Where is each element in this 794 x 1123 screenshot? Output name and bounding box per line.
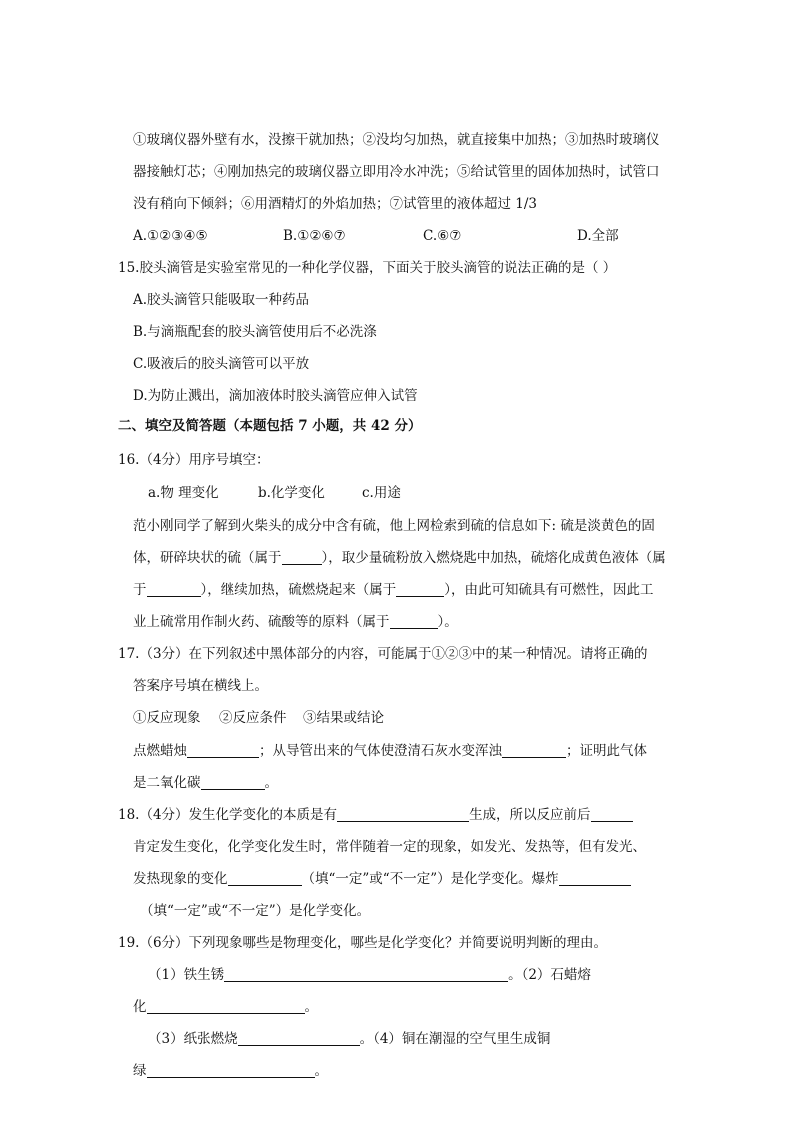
q17-text: 。 bbox=[264, 775, 278, 791]
q18-line-1 bbox=[118, 805, 633, 825]
answer-blank[interactable] bbox=[201, 774, 265, 790]
q14-option-a: A.①②③④⑤ bbox=[133, 228, 208, 244]
q18-text: （填“一定”或“不一定”）是化学变化。爆炸 bbox=[301, 871, 559, 887]
q16-text: ），继续加热，硫燃烧起来（属于 bbox=[200, 582, 397, 598]
answer-blank[interactable] bbox=[224, 966, 508, 982]
answer-blank[interactable] bbox=[282, 549, 322, 565]
q15-option-c: C.吸液后的胶头滴管可以平放 bbox=[133, 356, 310, 372]
q16-choice-c: c.用途 bbox=[362, 485, 401, 501]
q14-option-c: C.⑥⑦ bbox=[423, 228, 462, 244]
q19-text: 。（4）铜在潮湿的空气里生成铜 bbox=[359, 1031, 551, 1047]
q15-option-d: D.为防止溅出，滴加液体时胶头滴管应伸入试管 bbox=[133, 388, 418, 404]
q19-item-3 bbox=[148, 1029, 550, 1049]
q14-line-2: 器接触灯芯；④刚加热完的玻璃仪器立即用冷水冲洗；⑤给试管里的固体加热时，试管口 bbox=[133, 164, 660, 180]
answer-blank[interactable] bbox=[147, 581, 201, 597]
q19-text: 。 bbox=[304, 999, 318, 1015]
q16-stem: 16.（4分）用序号填空： bbox=[118, 452, 270, 468]
q17-stem-line-1: 17.（3分）在下列叙述中黑体部分的内容，可能属于①②③中的某一种情况。请将正确的 bbox=[118, 646, 648, 662]
q18-text: 生成，所以反应前后 bbox=[469, 807, 591, 823]
q17-para-line-2 bbox=[133, 773, 278, 793]
q17-choice-2: ②反应条件 bbox=[219, 710, 287, 726]
q19-text: 。（2）石蜡熔 bbox=[508, 967, 591, 983]
q19-item-2 bbox=[133, 997, 318, 1017]
q17-text: 点燃蜡烛 bbox=[133, 743, 187, 759]
answer-blank[interactable] bbox=[337, 806, 469, 822]
answer-blank[interactable] bbox=[390, 613, 438, 629]
q16-para-line-1: 范小刚同学了解到火柴头的成分中含有硫，他上网检索到硫的信息如下: 硫是淡黄色的固 bbox=[133, 518, 655, 534]
answer-blank[interactable] bbox=[396, 581, 444, 597]
q17-text: ；证明此气体 bbox=[566, 743, 647, 759]
q16-para-line-2 bbox=[133, 548, 666, 568]
answer-blank[interactable] bbox=[238, 1030, 360, 1046]
q19-text: （3）纸张燃烧 bbox=[148, 1031, 238, 1047]
q19-text: （1）铁生锈 bbox=[148, 967, 225, 983]
q19-item-1 bbox=[148, 965, 591, 985]
answer-blank[interactable] bbox=[502, 742, 566, 758]
q15-option-b: B.与滴瓶配套的胶头滴管使用后不必洗涤 bbox=[133, 324, 377, 340]
q19-item-4 bbox=[133, 1061, 328, 1081]
q18-text: 18.（4分）发生化学变化的本质是有 bbox=[118, 807, 338, 823]
q15-stem: 15.胶头滴管是实验室常见的一种化学仪器，下面关于胶头滴管的说法正确的是（ ） bbox=[118, 260, 617, 276]
answer-blank[interactable] bbox=[591, 806, 633, 822]
q16-text: ），由此可知硫具有可燃性，因此工 bbox=[444, 582, 654, 598]
q17-stem-line-2: 答案序号填在横线上。 bbox=[133, 678, 268, 694]
q18-line-3 bbox=[133, 869, 631, 889]
q18-text: 发热现象的变化 bbox=[133, 871, 228, 887]
answer-blank[interactable] bbox=[228, 870, 302, 886]
q16-choice-a: a.物 理变化 bbox=[148, 485, 219, 501]
q17-text: 是二氧化碳 bbox=[133, 775, 201, 791]
q17-text: ；从导管出来的气体使澄清石灰水变浑浊 bbox=[259, 743, 502, 759]
q18-line-2: 肯定发生变化，化学变化发生时，常伴随着一定的现象，如发光、发热等，但有发光、 bbox=[133, 839, 646, 855]
section-2-title: 二、填空及简答题（本题包括 7 小题，共 42 分） bbox=[118, 418, 422, 434]
q14-line-1: ①玻璃仪器外壁有水，没擦干就加热；②没均匀加热，就直接集中加热；③加热时玻璃仪 bbox=[133, 132, 660, 148]
q16-text: ），取少量硫粉放入燃烧匙中加热，硫熔化成黄色液体（属 bbox=[321, 550, 666, 566]
q16-text: 业上硫常用作制火药、硫酸等的原料（属于 bbox=[133, 614, 390, 630]
q17-para-line-1 bbox=[133, 741, 647, 761]
q16-para-line-3 bbox=[133, 580, 654, 600]
q16-text: 于 bbox=[133, 582, 147, 598]
q19-text: 绿 bbox=[133, 1063, 147, 1079]
q15-option-a: A.胶头滴管只能吸取一种药品 bbox=[133, 292, 310, 308]
q19-stem: 19.（6分）下列现象哪些是物理变化，哪些是化学变化？并简要说明判断的理由。 bbox=[118, 935, 608, 951]
q14-line-3: 没有稍向下倾斜；⑥用酒精灯的外焰加热；⑦试管里的液体超过 1/3 bbox=[133, 196, 538, 212]
q19-text: 。 bbox=[314, 1063, 328, 1079]
q14-option-d: D.全部 bbox=[577, 228, 619, 244]
answer-blank[interactable] bbox=[147, 1062, 315, 1078]
q16-text: 体，研碎块状的硫（属于 bbox=[133, 550, 282, 566]
q16-text: ）。 bbox=[437, 614, 458, 630]
q18-line-4: （填“一定”或“不一定”）是化学变化。 bbox=[140, 903, 371, 919]
answer-blank[interactable] bbox=[187, 742, 259, 758]
q14-option-b: B.①②⑥⑦ bbox=[283, 228, 346, 244]
q17-choice-1: ①反应现象 bbox=[133, 710, 201, 726]
q16-choice-b: b.化学变化 bbox=[258, 485, 325, 501]
q19-text: 化 bbox=[133, 999, 147, 1015]
q17-choice-3: ③结果或结论 bbox=[303, 710, 384, 726]
answer-blank[interactable] bbox=[559, 870, 631, 886]
q16-para-line-4 bbox=[133, 612, 458, 632]
answer-blank[interactable] bbox=[147, 998, 305, 1014]
